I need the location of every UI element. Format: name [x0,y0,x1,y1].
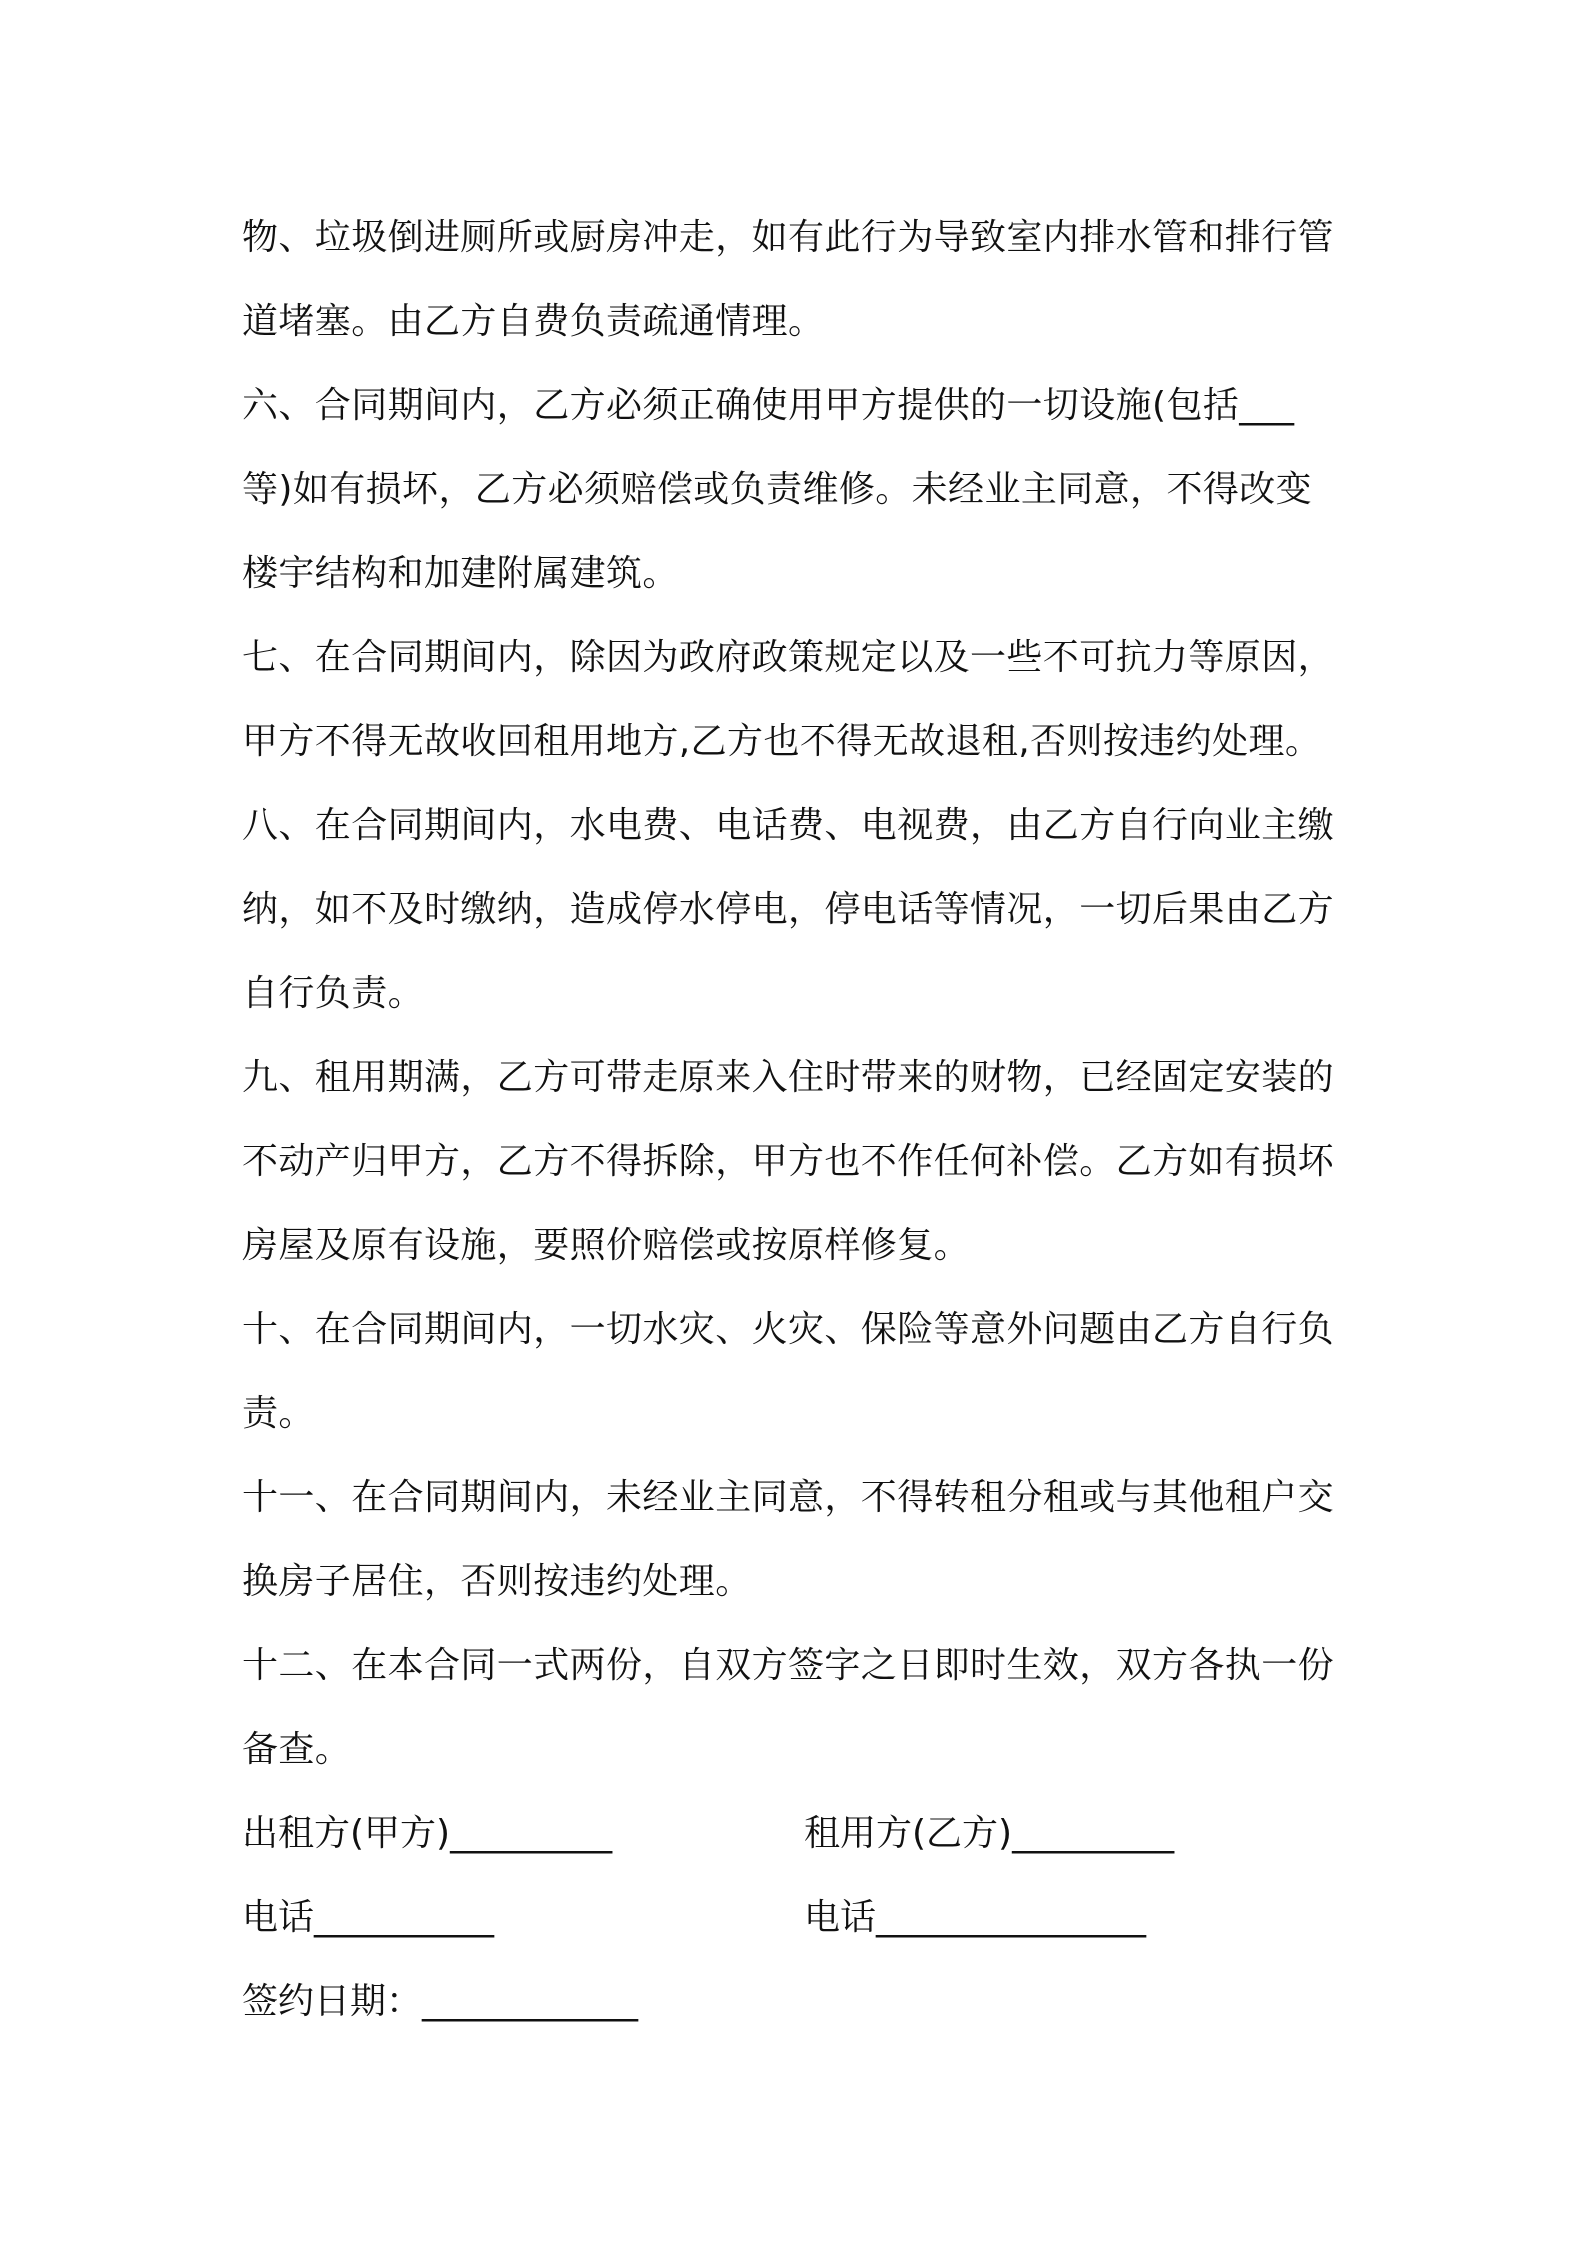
text-line: 自行负责。 [242,973,425,1014]
signature-row-date [242,1960,1354,2044]
text-line: 纳，如不及时缴纳，造成停水停电，停电话等情况，一切后果由乙方 [242,889,1335,930]
text-line: 十一、在合同期间内，未经业主同意，不得转租分租或与其他租户交 [242,1477,1335,1518]
text-line: 房屋及原有设施，要照价赔偿或按原样修复。 [242,1225,971,1266]
text-line: 责。 [242,1393,315,1434]
sign-date-field: 签约日期：____________ [242,1981,639,2022]
text-line: 物、垃圾倒进厕所或厨房冲走，如有此行为导致室内排水管和排行管 [242,217,1335,258]
lessee-phone-field: 电话_______________ [804,1897,1147,1938]
text-line: 六、合同期间内，乙方必须正确使用甲方提供的一切设施(包括___ [242,385,1295,426]
text-line: 道堵塞。由乙方自费负责疏通情理。 [242,301,825,342]
text-line: 八、在合同期间内，水电费、电话费、电视费，由乙方自行向业主缴 [242,805,1335,846]
signature-row-phones [242,1876,1354,1960]
text-line: 备查。 [242,1729,352,1770]
text-line: 换房子居住，否则按违约处理。 [242,1561,752,1602]
lessor-phone-field: 电话__________ [242,1897,495,1938]
lessor-signature-field: 出租方(甲方)_________ [242,1813,613,1854]
document-body [242,196,1354,2044]
text-line: 楼宇结构和加建附属建筑。 [242,553,679,594]
signature-row-parties [242,1792,1354,1876]
text-line: 甲方不得无故收回租用地方,乙方也不得无故退租,否则按违约处理。 [242,721,1322,762]
text-line: 九、租用期满，乙方可带走原来入住时带来的财物，已经固定安装的 [242,1057,1335,1098]
text-line: 十、在合同期间内，一切水灾、火灾、保险等意外问题由乙方自行负 [242,1309,1335,1350]
text-line: 十二、在本合同一式两份，自双方签字之日即时生效，双方各执一份 [242,1645,1335,1686]
text-line: 七、在合同期间内，除因为政府政策规定以及一些不可抗力等原因， [242,637,1335,678]
text-line: 不动产归甲方，乙方不得拆除，甲方也不作任何补偿。乙方如有损坏 [242,1141,1335,1182]
lessee-signature-field: 租用方(乙方)_________ [804,1813,1175,1854]
text-line: 等)如有损坏，乙方必须赔偿或负责维修。未经业主同意，不得改变 [242,469,1313,510]
